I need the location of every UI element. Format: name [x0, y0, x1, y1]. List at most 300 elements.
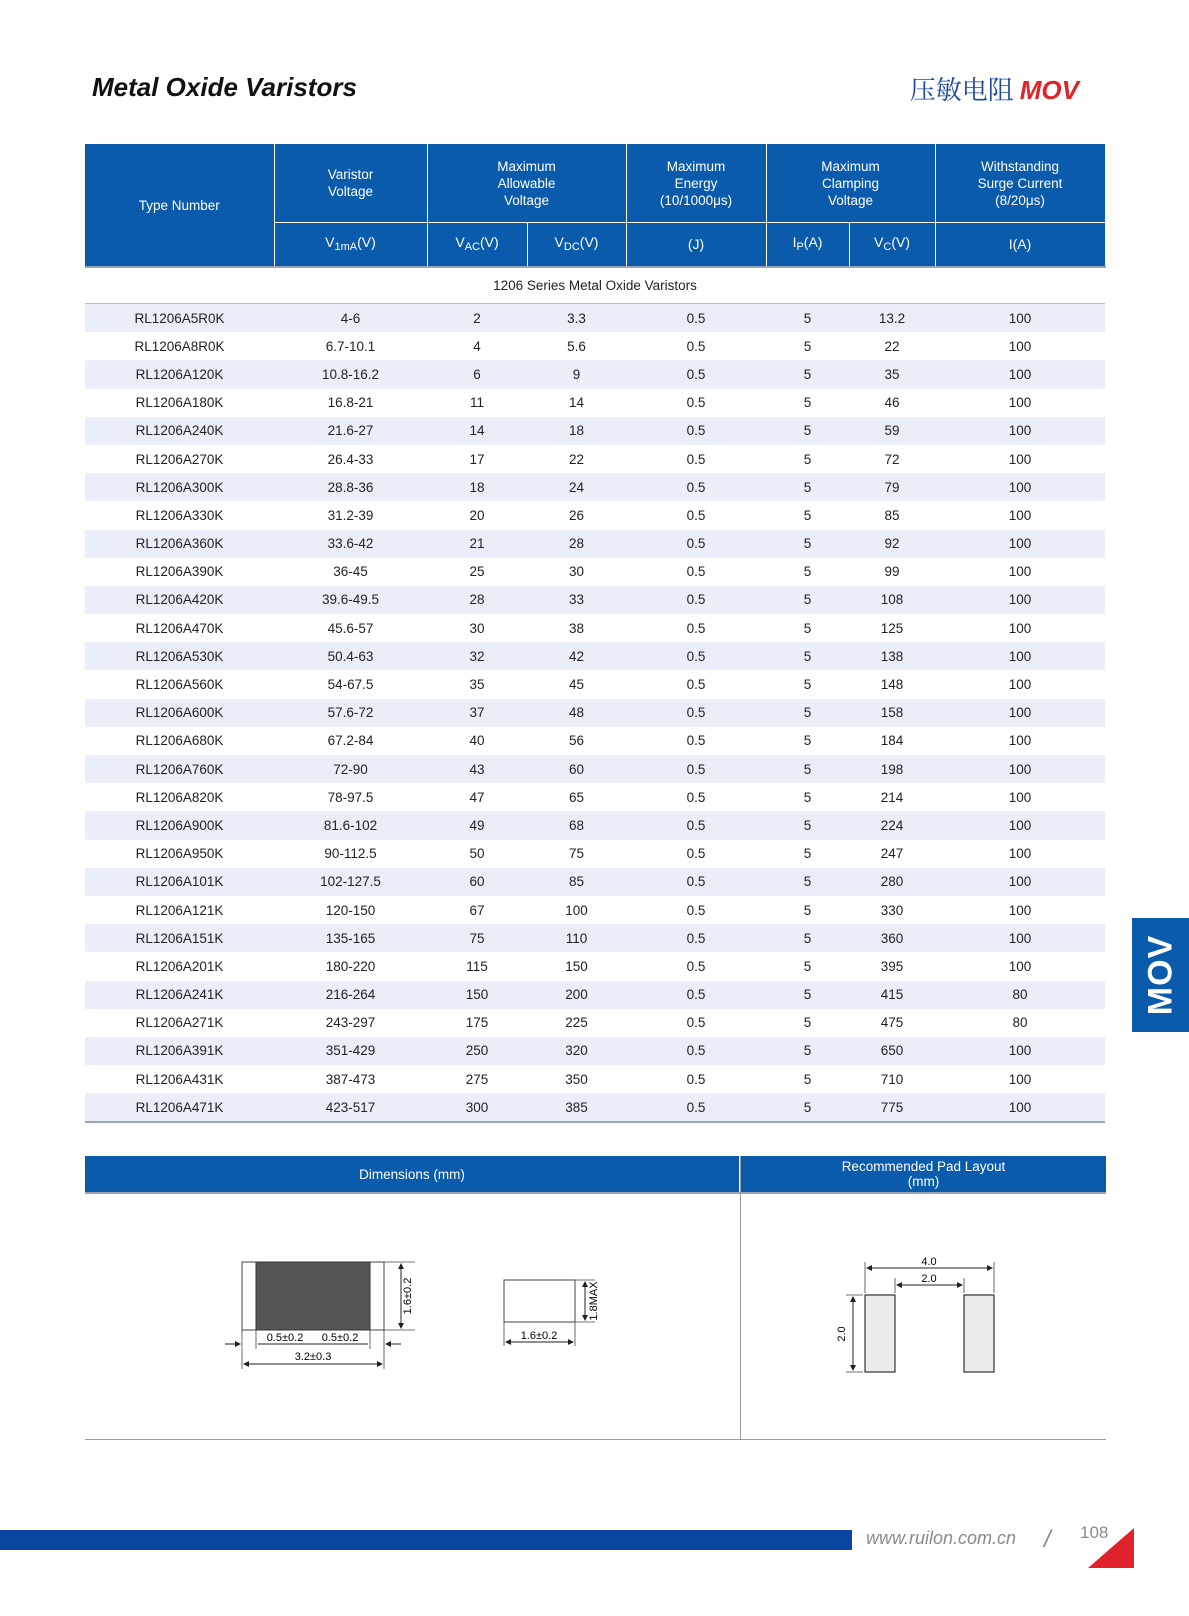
cell-ip: 5	[766, 755, 849, 783]
cell-surge-current: 100	[935, 445, 1105, 473]
cell-type-number: RL1206A120K	[85, 360, 274, 388]
cell-vc: 280	[849, 868, 935, 896]
table-row	[85, 1037, 1105, 1065]
table-row	[85, 642, 1105, 670]
cell-vdc: 48	[527, 699, 626, 727]
header-max-clamping-voltage	[766, 144, 935, 223]
cell-vac: 2	[427, 304, 527, 333]
cell-vac: 75	[427, 924, 527, 952]
cell-vc: 138	[849, 642, 935, 670]
cell-ip: 5	[766, 304, 849, 333]
cell-surge-current: 100	[935, 811, 1105, 839]
pad-inner-label: 2.0	[921, 1273, 937, 1285]
cell-type-number: RL1206A900K	[85, 811, 274, 839]
cell-vdc: 45	[527, 670, 626, 698]
table-row	[85, 304, 1105, 333]
cell-varistor-voltage: 26.4-33	[274, 445, 427, 473]
cell-vac: 150	[427, 981, 527, 1009]
cell-varistor-voltage: 90-112.5	[274, 840, 427, 868]
cell-ip: 5	[766, 811, 849, 839]
cell-energy: 0.5	[626, 670, 766, 698]
cell-ip: 5	[766, 670, 849, 698]
cell-varistor-voltage: 81.6-102	[274, 811, 427, 839]
cell-vdc: 30	[527, 558, 626, 586]
cell-vc: 395	[849, 952, 935, 980]
cell-energy: 0.5	[626, 1037, 766, 1065]
unit-part: I	[792, 233, 797, 250]
cell-ip: 5	[766, 501, 849, 529]
cell-energy: 0.5	[626, 1093, 766, 1122]
title-mov-text: MOV	[1019, 75, 1079, 105]
cell-ip: 5	[766, 699, 849, 727]
header-line: (10/1000μs)	[659, 192, 733, 208]
cell-ip: 5	[766, 586, 849, 614]
table-row	[85, 473, 1105, 501]
cell-ip: 5	[766, 530, 849, 558]
header-line: Voltage	[503, 192, 550, 208]
table-row	[85, 981, 1105, 1009]
cell-ip: 5	[766, 445, 849, 473]
cell-varistor-voltage: 6.7-10.1	[274, 332, 427, 360]
cell-vac: 60	[427, 868, 527, 896]
cell-surge-current: 100	[935, 670, 1105, 698]
cell-varistor-voltage: 67.2-84	[274, 727, 427, 755]
table-row	[85, 952, 1105, 980]
cell-vdc: 225	[527, 1009, 626, 1037]
table-row	[85, 840, 1105, 868]
table-row	[85, 727, 1105, 755]
table-row	[85, 558, 1105, 586]
header-line: (8/20μs)	[995, 192, 1045, 208]
unit-part: V	[874, 233, 884, 250]
table-row	[85, 896, 1105, 924]
cell-energy: 0.5	[626, 501, 766, 529]
table-row	[85, 614, 1105, 642]
cell-type-number: RL1206A151K	[85, 924, 274, 952]
cell-energy: 0.5	[626, 642, 766, 670]
unit-part: AC	[464, 240, 480, 253]
cell-energy: 0.5	[626, 896, 766, 924]
unit-part: (A)	[803, 233, 823, 250]
cell-vc: 650	[849, 1037, 935, 1065]
cell-type-number: RL1206A271K	[85, 1009, 274, 1037]
cell-energy: 0.5	[626, 727, 766, 755]
unit-part: (V)	[357, 233, 376, 250]
footer-bar	[0, 1530, 852, 1550]
table-body	[85, 304, 1105, 1123]
cell-energy: 0.5	[626, 558, 766, 586]
unit-v1ma	[274, 223, 427, 268]
cell-varistor-voltage: 28.8-36	[274, 473, 427, 501]
cell-ip: 5	[766, 558, 849, 586]
cell-type-number: RL1206A820K	[85, 783, 274, 811]
header-line: Surge Current	[977, 175, 1063, 191]
cell-vdc: 28	[527, 530, 626, 558]
table-row	[85, 1009, 1105, 1037]
cell-energy: 0.5	[626, 360, 766, 388]
dim-term-right-label: 0.5±0.2	[321, 1332, 359, 1344]
cell-vac: 250	[427, 1037, 527, 1065]
cell-vdc: 385	[527, 1093, 626, 1122]
cell-vc: 85	[849, 501, 935, 529]
cell-surge-current: 100	[935, 783, 1105, 811]
cell-energy: 0.5	[626, 332, 766, 360]
table-row	[85, 360, 1105, 388]
header-line: Voltage	[828, 192, 874, 208]
cell-surge-current: 100	[935, 1093, 1105, 1122]
cell-type-number: RL1206A270K	[85, 445, 274, 473]
unit-part: 1mA	[334, 240, 358, 253]
cell-ip: 5	[766, 896, 849, 924]
header-max-allowable-voltage	[427, 144, 626, 223]
cell-surge-current: 100	[935, 530, 1105, 558]
cell-varistor-voltage: 16.8-21	[274, 389, 427, 417]
page-title-cn	[910, 70, 1079, 107]
cell-energy: 0.5	[626, 530, 766, 558]
cell-vac: 6	[427, 360, 527, 388]
cell-vdc: 42	[527, 642, 626, 670]
cell-surge-current: 100	[935, 1037, 1105, 1065]
cell-energy: 0.5	[626, 840, 766, 868]
cell-surge-current: 100	[935, 332, 1105, 360]
cell-type-number: RL1206A950K	[85, 840, 274, 868]
page-number: 108	[1080, 1523, 1109, 1542]
cell-ip: 5	[766, 332, 849, 360]
cell-vac: 37	[427, 699, 527, 727]
cell-surge-current: 100	[935, 642, 1105, 670]
cell-vac: 35	[427, 670, 527, 698]
cell-varistor-voltage: 387-473	[274, 1065, 427, 1093]
cell-type-number: RL1206A600K	[85, 699, 274, 727]
pad-height-label: 2.0	[836, 1326, 848, 1342]
cell-varistor-voltage: 36-45	[274, 558, 427, 586]
cell-ip: 5	[766, 360, 849, 388]
unit-part: C	[883, 240, 892, 253]
cell-energy: 0.5	[626, 1009, 766, 1037]
unit-vdc	[527, 223, 626, 268]
table-row	[85, 924, 1105, 952]
cell-varistor-voltage: 216-264	[274, 981, 427, 1009]
cell-surge-current: 100	[935, 360, 1105, 388]
cell-vdc: 65	[527, 783, 626, 811]
unit-ip	[766, 223, 849, 268]
dim-term-left-label: 0.5±0.2	[266, 1332, 304, 1344]
cell-vc: 475	[849, 1009, 935, 1037]
cell-vac: 40	[427, 727, 527, 755]
cell-surge-current: 100	[935, 389, 1105, 417]
cell-vc: 330	[849, 896, 935, 924]
cell-vdc: 3.3	[527, 304, 626, 333]
table-row	[85, 530, 1105, 558]
cell-varistor-voltage: 102-127.5	[274, 868, 427, 896]
unit-part: V	[325, 233, 335, 250]
cell-energy: 0.5	[626, 473, 766, 501]
cell-type-number: RL1206A241K	[85, 981, 274, 1009]
dim-side-height-label: 1.8MAX	[588, 1281, 600, 1321]
cell-vac: 30	[427, 614, 527, 642]
footer-url[interactable]: www.ruilon.com.cn	[866, 1528, 1017, 1548]
side-tab-label: MOV	[1141, 934, 1179, 1016]
cell-ip: 5	[766, 868, 849, 896]
dimension-drawing	[85, 1194, 739, 1440]
table-row	[85, 501, 1105, 529]
cell-varistor-voltage: 50.4-63	[274, 642, 427, 670]
cell-vac: 17	[427, 445, 527, 473]
table-row	[85, 445, 1105, 473]
dim-height-label: 1.6±0.2	[402, 1277, 414, 1315]
cell-surge-current: 100	[935, 755, 1105, 783]
cell-surge-current: 100	[935, 558, 1105, 586]
cell-type-number: RL1206A390K	[85, 558, 274, 586]
cell-type-number: RL1206A680K	[85, 727, 274, 755]
header-line: Energy	[674, 175, 718, 191]
cell-energy: 0.5	[626, 952, 766, 980]
pad-layout-header	[741, 1156, 1106, 1192]
cell-ip: 5	[766, 1009, 849, 1037]
unit-part: V	[554, 233, 564, 250]
cell-vc: 184	[849, 727, 935, 755]
cell-surge-current: 100	[935, 417, 1105, 445]
pad-outer-label: 4.0	[921, 1256, 937, 1268]
cell-vdc: 350	[527, 1065, 626, 1093]
unit-part: (V)	[479, 233, 499, 250]
cell-vac: 300	[427, 1093, 527, 1122]
cell-vdc: 9	[527, 360, 626, 388]
cell-energy: 0.5	[626, 389, 766, 417]
cell-ip: 5	[766, 952, 849, 980]
cell-vdc: 5.6	[527, 332, 626, 360]
cell-vac: 28	[427, 586, 527, 614]
cell-surge-current: 100	[935, 727, 1105, 755]
cell-varistor-voltage: 10.8-16.2	[274, 360, 427, 388]
cell-vdc: 22	[527, 445, 626, 473]
table-row	[85, 670, 1105, 698]
cell-vac: 275	[427, 1065, 527, 1093]
cell-vac: 67	[427, 896, 527, 924]
cell-type-number: RL1206A560K	[85, 670, 274, 698]
cell-type-number: RL1206A471K	[85, 1093, 274, 1122]
header-max-energy	[626, 144, 766, 223]
unit-surge: I(A)	[935, 223, 1105, 268]
cell-varistor-voltage: 135-165	[274, 924, 427, 952]
cell-vac: 175	[427, 1009, 527, 1037]
cell-type-number: RL1206A530K	[85, 642, 274, 670]
pad-layout-drawing	[741, 1194, 1106, 1440]
cell-vc: 79	[849, 473, 935, 501]
cell-vac: 43	[427, 755, 527, 783]
cell-energy: 0.5	[626, 755, 766, 783]
cell-vc: 224	[849, 811, 935, 839]
cell-energy: 0.5	[626, 699, 766, 727]
cell-type-number: RL1206A391K	[85, 1037, 274, 1065]
cell-vc: 108	[849, 586, 935, 614]
unit-part: DC	[563, 240, 580, 253]
cell-vac: 21	[427, 530, 527, 558]
cell-vac: 18	[427, 473, 527, 501]
cell-vdc: 85	[527, 868, 626, 896]
cell-vac: 20	[427, 501, 527, 529]
cell-vac: 11	[427, 389, 527, 417]
cell-ip: 5	[766, 727, 849, 755]
series-label: 1206 Series Metal Oxide Varistors	[85, 267, 1105, 304]
cell-varistor-voltage: 4-6	[274, 304, 427, 333]
cell-surge-current: 100	[935, 501, 1105, 529]
cell-vc: 92	[849, 530, 935, 558]
cell-energy: 0.5	[626, 304, 766, 333]
cell-varistor-voltage: 351-429	[274, 1037, 427, 1065]
table-row	[85, 389, 1105, 417]
cell-varistor-voltage: 243-297	[274, 1009, 427, 1037]
cell-vc: 415	[849, 981, 935, 1009]
unit-part: V	[455, 233, 465, 250]
table-row	[85, 783, 1105, 811]
varistor-spec-table	[85, 143, 1106, 1123]
page-title: Metal Oxide Varistors	[92, 72, 357, 102]
cell-vdc: 14	[527, 389, 626, 417]
table-row	[85, 811, 1105, 839]
cell-surge-current: 100	[935, 699, 1105, 727]
cell-type-number: RL1206A240K	[85, 417, 274, 445]
cell-type-number: RL1206A5R0K	[85, 304, 274, 333]
cell-energy: 0.5	[626, 417, 766, 445]
cell-surge-current: 100	[935, 924, 1105, 952]
unit-part: P	[796, 240, 804, 253]
pad-left	[865, 1295, 895, 1372]
cell-vc: 59	[849, 417, 935, 445]
cell-vac: 47	[427, 783, 527, 811]
cell-varistor-voltage: 180-220	[274, 952, 427, 980]
dim-side-width-label: 1.6±0.2	[520, 1330, 558, 1342]
unit-vac	[427, 223, 527, 268]
cell-vc: 158	[849, 699, 935, 727]
cell-ip: 5	[766, 1093, 849, 1122]
cell-vc: 22	[849, 332, 935, 360]
cell-varistor-voltage: 33.6-42	[274, 530, 427, 558]
cell-energy: 0.5	[626, 445, 766, 473]
cell-type-number: RL1206A180K	[85, 389, 274, 417]
footer-corner-triangle	[1088, 1528, 1134, 1570]
cell-vdc: 60	[527, 755, 626, 783]
cell-vdc: 26	[527, 501, 626, 529]
cell-energy: 0.5	[626, 783, 766, 811]
cell-vdc: 33	[527, 586, 626, 614]
header-surge-current	[935, 144, 1105, 223]
cell-vc: 710	[849, 1065, 935, 1093]
unit-energy: (J)	[626, 223, 766, 268]
table-row	[85, 868, 1105, 896]
table-row	[85, 1093, 1105, 1122]
cell-vc: 125	[849, 614, 935, 642]
cell-vdc: 24	[527, 473, 626, 501]
cell-vdc: 150	[527, 952, 626, 980]
cell-vac: 4	[427, 332, 527, 360]
header-line: Withstanding	[981, 158, 1060, 174]
unit-vc	[849, 223, 935, 268]
title-cn-text: 压敏电阻	[909, 75, 1014, 105]
cell-type-number: RL1206A8R0K	[85, 332, 274, 360]
cell-varistor-voltage: 423-517	[274, 1093, 427, 1122]
cell-vc: 247	[849, 840, 935, 868]
cell-surge-current: 100	[935, 473, 1105, 501]
pad-right	[964, 1295, 994, 1372]
cell-vdc: 100	[527, 896, 626, 924]
table-row	[85, 755, 1105, 783]
cell-energy: 0.5	[626, 1065, 766, 1093]
cell-vdc: 75	[527, 840, 626, 868]
header-type-number: Type Number	[85, 144, 274, 268]
cell-vac: 25	[427, 558, 527, 586]
cell-surge-current: 100	[935, 868, 1105, 896]
cell-vdc: 56	[527, 727, 626, 755]
header-line: Maximum	[666, 158, 726, 174]
cell-vc: 198	[849, 755, 935, 783]
cell-vc: 35	[849, 360, 935, 388]
cell-surge-current: 100	[935, 304, 1105, 333]
unit-part: (V)	[579, 233, 599, 250]
cell-ip: 5	[766, 389, 849, 417]
cell-energy: 0.5	[626, 811, 766, 839]
cell-ip: 5	[766, 417, 849, 445]
cell-varistor-voltage: 31.2-39	[274, 501, 427, 529]
cell-surge-current: 100	[935, 952, 1105, 980]
dim-length-label: 3.2±0.3	[294, 1351, 332, 1363]
cell-surge-current: 80	[935, 1009, 1105, 1037]
cell-ip: 5	[766, 614, 849, 642]
cell-energy: 0.5	[626, 924, 766, 952]
chip-side-view	[504, 1280, 600, 1346]
cell-type-number: RL1206A201K	[85, 952, 274, 980]
cell-surge-current: 100	[935, 840, 1105, 868]
cell-type-number: RL1206A760K	[85, 755, 274, 783]
header-line: Voltage	[327, 184, 374, 199]
dimensions-header: Dimensions (mm)	[85, 1156, 739, 1192]
cell-varistor-voltage: 120-150	[274, 896, 427, 924]
cell-type-number: RL1206A470K	[85, 614, 274, 642]
cell-vac: 14	[427, 417, 527, 445]
cell-vc: 214	[849, 783, 935, 811]
cell-vac: 49	[427, 811, 527, 839]
cell-varistor-voltage: 72-90	[274, 755, 427, 783]
cell-surge-current: 100	[935, 614, 1105, 642]
cell-ip: 5	[766, 840, 849, 868]
cell-vdc: 110	[527, 924, 626, 952]
table-row	[85, 586, 1105, 614]
pad-layout-header-line: (mm)	[907, 1174, 940, 1189]
chip-front-view	[225, 1262, 415, 1369]
cell-vdc: 320	[527, 1037, 626, 1065]
cell-vdc: 38	[527, 614, 626, 642]
header-line: Varistor	[327, 167, 374, 182]
cell-vdc: 68	[527, 811, 626, 839]
cell-vc: 99	[849, 558, 935, 586]
cell-vc: 148	[849, 670, 935, 698]
table-row	[85, 1065, 1105, 1093]
cell-ip: 5	[766, 1037, 849, 1065]
unit-part: (V)	[891, 233, 910, 250]
cell-vc: 72	[849, 445, 935, 473]
cell-varistor-voltage: 57.6-72	[274, 699, 427, 727]
cell-vdc: 18	[527, 417, 626, 445]
cell-ip: 5	[766, 1065, 849, 1093]
cell-type-number: RL1206A420K	[85, 586, 274, 614]
cell-vc: 360	[849, 924, 935, 952]
cell-surge-current: 80	[935, 981, 1105, 1009]
pad-layout-header-line: Recommended Pad Layout	[841, 1159, 1006, 1174]
cell-vac: 115	[427, 952, 527, 980]
cell-type-number: RL1206A330K	[85, 501, 274, 529]
table-row	[85, 332, 1105, 360]
cell-type-number: RL1206A431K	[85, 1065, 274, 1093]
